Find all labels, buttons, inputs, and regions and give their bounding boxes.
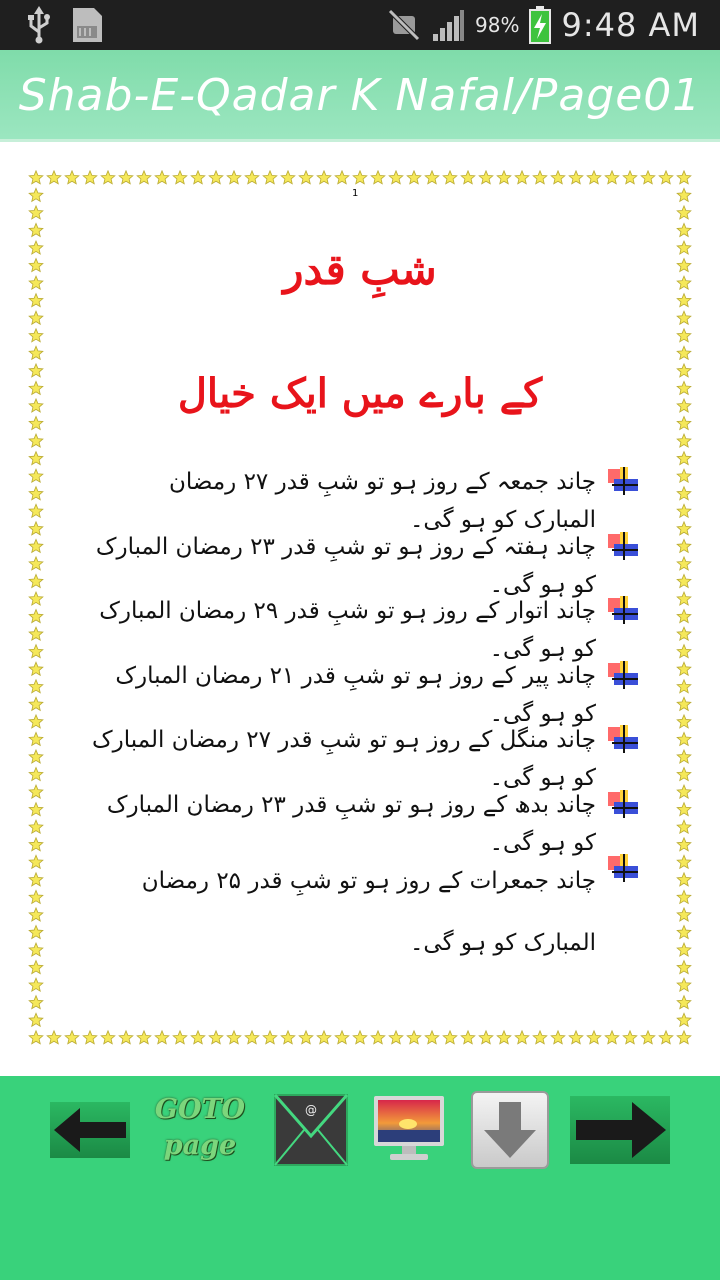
border-star-icon — [29, 855, 43, 868]
border-star-icon — [605, 1031, 619, 1044]
border-star-icon — [389, 1031, 403, 1044]
border-star-icon — [677, 715, 691, 728]
border-star-icon — [677, 223, 691, 236]
border-star-icon — [677, 522, 691, 535]
list-item-text: چاند منگل کے روز ہو تو شبِ قدر ۲۷ رمضان المبارک کو ہو گی۔ — [92, 727, 596, 791]
border-star-icon — [533, 1031, 547, 1044]
border-star-icon — [677, 1031, 691, 1044]
list-item-text: چاند جمعہ کے روز ہو تو شبِ قدر ۲۷ رمضان المبارک کو ہو گی۔ — [168, 469, 596, 533]
border-star-icon — [677, 908, 691, 921]
border-star-icon — [245, 1031, 259, 1044]
border-star-icon — [389, 171, 403, 184]
border-star-icon — [299, 171, 313, 184]
border-star-icon — [83, 1031, 97, 1044]
border-star-icon — [677, 539, 691, 552]
battery-percent: 98% — [475, 13, 520, 37]
border-star-icon — [335, 171, 349, 184]
border-star-icon — [677, 1013, 691, 1026]
bullet-icon — [606, 659, 640, 691]
border-star-icon — [677, 697, 691, 710]
border-star-icon — [461, 1031, 475, 1044]
border-star-icon — [263, 171, 277, 184]
list-item — [90, 786, 640, 856]
svg-text:@: @ — [305, 1103, 317, 1117]
mute-icon — [387, 8, 421, 42]
border-star-icon — [263, 1031, 277, 1044]
border-star-icon — [281, 1031, 295, 1044]
next-page-button[interactable] — [570, 1096, 670, 1164]
border-star-icon — [461, 171, 475, 184]
border-star-icon — [677, 785, 691, 798]
border-star-icon — [641, 171, 655, 184]
border-star-icon — [677, 417, 691, 430]
wallpaper-button[interactable] — [372, 1094, 446, 1164]
list-item-text: چاند پیر کے روز ہو تو شبِ قدر ۲۱ رمضان المبارک کو ہو گی۔ — [115, 662, 596, 727]
border-star-icon — [227, 171, 241, 184]
border-star-icon — [29, 557, 43, 570]
border-star-icon — [677, 610, 691, 623]
border-star-icon — [29, 206, 43, 219]
border-star-icon — [83, 171, 97, 184]
border-star-icon — [29, 750, 43, 763]
border-star-icon — [605, 171, 619, 184]
border-star-icon — [29, 329, 43, 342]
previous-arrow-icon — [50, 1102, 130, 1158]
list-item — [90, 721, 640, 791]
border-star-icon — [677, 961, 691, 974]
border-star-icon — [155, 1031, 169, 1044]
border-star-icon — [29, 452, 43, 465]
list-item — [90, 463, 640, 533]
border-star-icon — [29, 346, 43, 359]
border-star-icon — [227, 1031, 241, 1044]
bullet-list — [90, 463, 640, 970]
bullet-icon — [606, 788, 640, 820]
border-star-icon — [29, 908, 43, 921]
border-star-icon — [29, 1013, 43, 1026]
border-star-icon — [29, 820, 43, 833]
border-star-icon — [191, 1031, 205, 1044]
border-star-icon — [677, 434, 691, 447]
border-star-icon — [29, 838, 43, 851]
border-star-icon — [65, 171, 79, 184]
border-star-icon — [443, 171, 457, 184]
border-star-icon — [101, 171, 115, 184]
email-icon — [274, 1094, 348, 1166]
list-item-text: چاند ہفتہ کے روز ہو تو شبِ قدر ۲۳ رمضان المبارک کو ہو گی۔ — [95, 533, 596, 598]
border-star-icon — [29, 768, 43, 781]
border-star-icon — [29, 434, 43, 447]
border-star-icon — [245, 171, 259, 184]
border-star-icon — [407, 1031, 421, 1044]
border-star-icon — [317, 171, 331, 184]
border-star-icon — [119, 171, 133, 184]
border-star-icon — [623, 1031, 637, 1044]
border-star-icon — [101, 1031, 115, 1044]
border-star-icon — [677, 188, 691, 201]
border-star-icon — [497, 1031, 511, 1044]
border-star-icon — [65, 1031, 79, 1044]
battery-charging-icon — [529, 6, 551, 44]
border-star-icon — [29, 996, 43, 1009]
border-star-icon — [29, 522, 43, 535]
border-star-icon — [515, 1031, 529, 1044]
bullet-icon — [606, 530, 640, 562]
border-star-icon — [29, 294, 43, 307]
border-star-icon — [677, 487, 691, 500]
border-star-icon — [29, 680, 43, 693]
document-page[interactable] — [0, 145, 720, 1075]
border-star-icon — [29, 469, 43, 482]
border-star-icon — [29, 715, 43, 728]
border-star-icon — [209, 1031, 223, 1044]
border-star-icon — [551, 171, 565, 184]
border-star-icon — [677, 206, 691, 219]
border-star-icon — [47, 1031, 61, 1044]
border-star-icon — [677, 680, 691, 693]
border-star-icon — [407, 171, 421, 184]
document-heading: شبِ قدر — [283, 245, 437, 294]
list-item — [90, 592, 640, 662]
list-item-text: چاند اتوار کے روز ہو تو شبِ قدر ۲۹ رمضان المبارک کو ہو گی۔ — [99, 598, 596, 662]
clock: 9:48 AM — [561, 6, 700, 44]
border-star-icon — [677, 592, 691, 605]
border-star-icon — [677, 346, 691, 359]
goto-page-label: page — [163, 1130, 237, 1161]
border-star-icon — [29, 662, 43, 675]
border-star-icon — [29, 873, 43, 886]
bullet-icon — [606, 852, 640, 884]
border-star-icon — [29, 417, 43, 430]
border-star-icon — [371, 171, 385, 184]
border-star-icon — [29, 171, 43, 184]
border-star-icon — [29, 732, 43, 745]
signal-icon — [431, 8, 465, 42]
border-star-icon — [299, 1031, 313, 1044]
border-star-icon — [281, 171, 295, 184]
border-star-icon — [677, 820, 691, 833]
goto-page-button[interactable] — [152, 1092, 248, 1170]
email-button[interactable] — [274, 1094, 348, 1166]
border-star-icon — [443, 1031, 457, 1044]
border-star-icon — [29, 610, 43, 623]
border-star-icon — [335, 1031, 349, 1044]
border-star-icon — [677, 838, 691, 851]
border-star-icon — [551, 1031, 565, 1044]
border-star-icon — [209, 171, 223, 184]
border-star-icon — [137, 171, 151, 184]
border-star-icon — [569, 171, 583, 184]
border-star-icon — [623, 171, 637, 184]
border-star-icon — [497, 171, 511, 184]
border-star-icon — [173, 1031, 187, 1044]
border-star-icon — [29, 627, 43, 640]
border-star-icon — [677, 996, 691, 1009]
border-star-icon — [677, 662, 691, 675]
border-star-icon — [677, 978, 691, 991]
border-star-icon — [677, 469, 691, 482]
border-star-icon — [677, 645, 691, 658]
border-star-icon — [677, 311, 691, 324]
bullet-icon — [606, 594, 640, 626]
download-button[interactable] — [470, 1090, 550, 1170]
border-star-icon — [29, 785, 43, 798]
border-star-icon — [677, 329, 691, 342]
border-star-icon — [677, 873, 691, 886]
border-star-icon — [659, 171, 673, 184]
list-item-text: چاند جمعرات کے روز ہو تو شبِ قدر ۲۵ رمضان المبارک کو ہو گی۔ — [141, 868, 596, 956]
border-star-icon — [353, 171, 367, 184]
goto-label: GOTO — [154, 1094, 246, 1125]
page-number: 1 — [352, 188, 359, 199]
border-star-icon — [677, 452, 691, 465]
border-star-icon — [29, 645, 43, 658]
border-star-icon — [137, 1031, 151, 1044]
border-star-icon — [569, 1031, 583, 1044]
border-star-icon — [479, 171, 493, 184]
border-star-icon — [677, 855, 691, 868]
usb-icon — [26, 6, 52, 44]
border-star-icon — [29, 803, 43, 816]
border-star-icon — [641, 1031, 655, 1044]
border-star-icon — [29, 978, 43, 991]
border-star-icon — [29, 961, 43, 974]
border-star-icon — [119, 1031, 133, 1044]
border-star-icon — [677, 890, 691, 903]
border-star-icon — [677, 943, 691, 956]
border-star-icon — [587, 1031, 601, 1044]
app-title-bar — [0, 50, 720, 142]
border-star-icon — [29, 487, 43, 500]
border-star-icon — [677, 574, 691, 587]
border-star-icon — [677, 627, 691, 640]
border-star-icon — [677, 294, 691, 307]
border-star-icon — [173, 171, 187, 184]
list-item — [90, 850, 640, 970]
border-star-icon — [425, 171, 439, 184]
border-star-icon — [677, 750, 691, 763]
border-star-icon — [677, 803, 691, 816]
bottom-toolbar — [0, 1076, 720, 1280]
app-title: Shab-E-Qadar K Nafal/Page01 — [18, 70, 702, 121]
border-star-icon — [29, 697, 43, 710]
border-star-icon — [29, 574, 43, 587]
wallpaper-icon — [372, 1094, 446, 1164]
sd-card-icon — [70, 6, 104, 44]
border-star-icon — [29, 1031, 43, 1044]
border-star-icon — [425, 1031, 439, 1044]
previous-page-button[interactable] — [50, 1102, 130, 1158]
list-item — [90, 657, 640, 727]
border-star-icon — [677, 925, 691, 938]
border-star-icon — [533, 171, 547, 184]
list-item — [90, 528, 640, 598]
border-star-icon — [47, 171, 61, 184]
border-star-icon — [317, 1031, 331, 1044]
border-star-icon — [677, 732, 691, 745]
border-star-icon — [29, 592, 43, 605]
border-star-icon — [677, 171, 691, 184]
border-star-icon — [29, 188, 43, 201]
document-subheading: کے بارے میں ایک خیال — [177, 370, 543, 417]
border-star-icon — [353, 1031, 367, 1044]
border-star-icon — [677, 504, 691, 517]
download-icon — [470, 1090, 550, 1170]
border-star-icon — [29, 311, 43, 324]
border-star-icon — [29, 943, 43, 956]
border-star-icon — [659, 1031, 673, 1044]
border-star-icon — [29, 890, 43, 903]
border-star-icon — [29, 223, 43, 236]
border-star-icon — [155, 171, 169, 184]
border-star-icon — [479, 1031, 493, 1044]
bullet-icon — [606, 465, 640, 497]
border-star-icon — [587, 171, 601, 184]
border-star-icon — [29, 925, 43, 938]
border-star-icon — [677, 768, 691, 781]
bullet-icon — [606, 723, 640, 755]
border-star-icon — [191, 171, 205, 184]
border-star-icon — [29, 539, 43, 552]
next-arrow-icon — [570, 1096, 670, 1164]
list-item-text: چاند بدھ کے روز ہو تو شبِ قدر ۲۳ رمضان المبارک کو ہو گی۔ — [106, 791, 596, 856]
border-star-icon — [515, 171, 529, 184]
status-bar — [0, 0, 720, 50]
border-star-icon — [677, 557, 691, 570]
border-star-icon — [371, 1031, 385, 1044]
border-star-icon — [29, 504, 43, 517]
